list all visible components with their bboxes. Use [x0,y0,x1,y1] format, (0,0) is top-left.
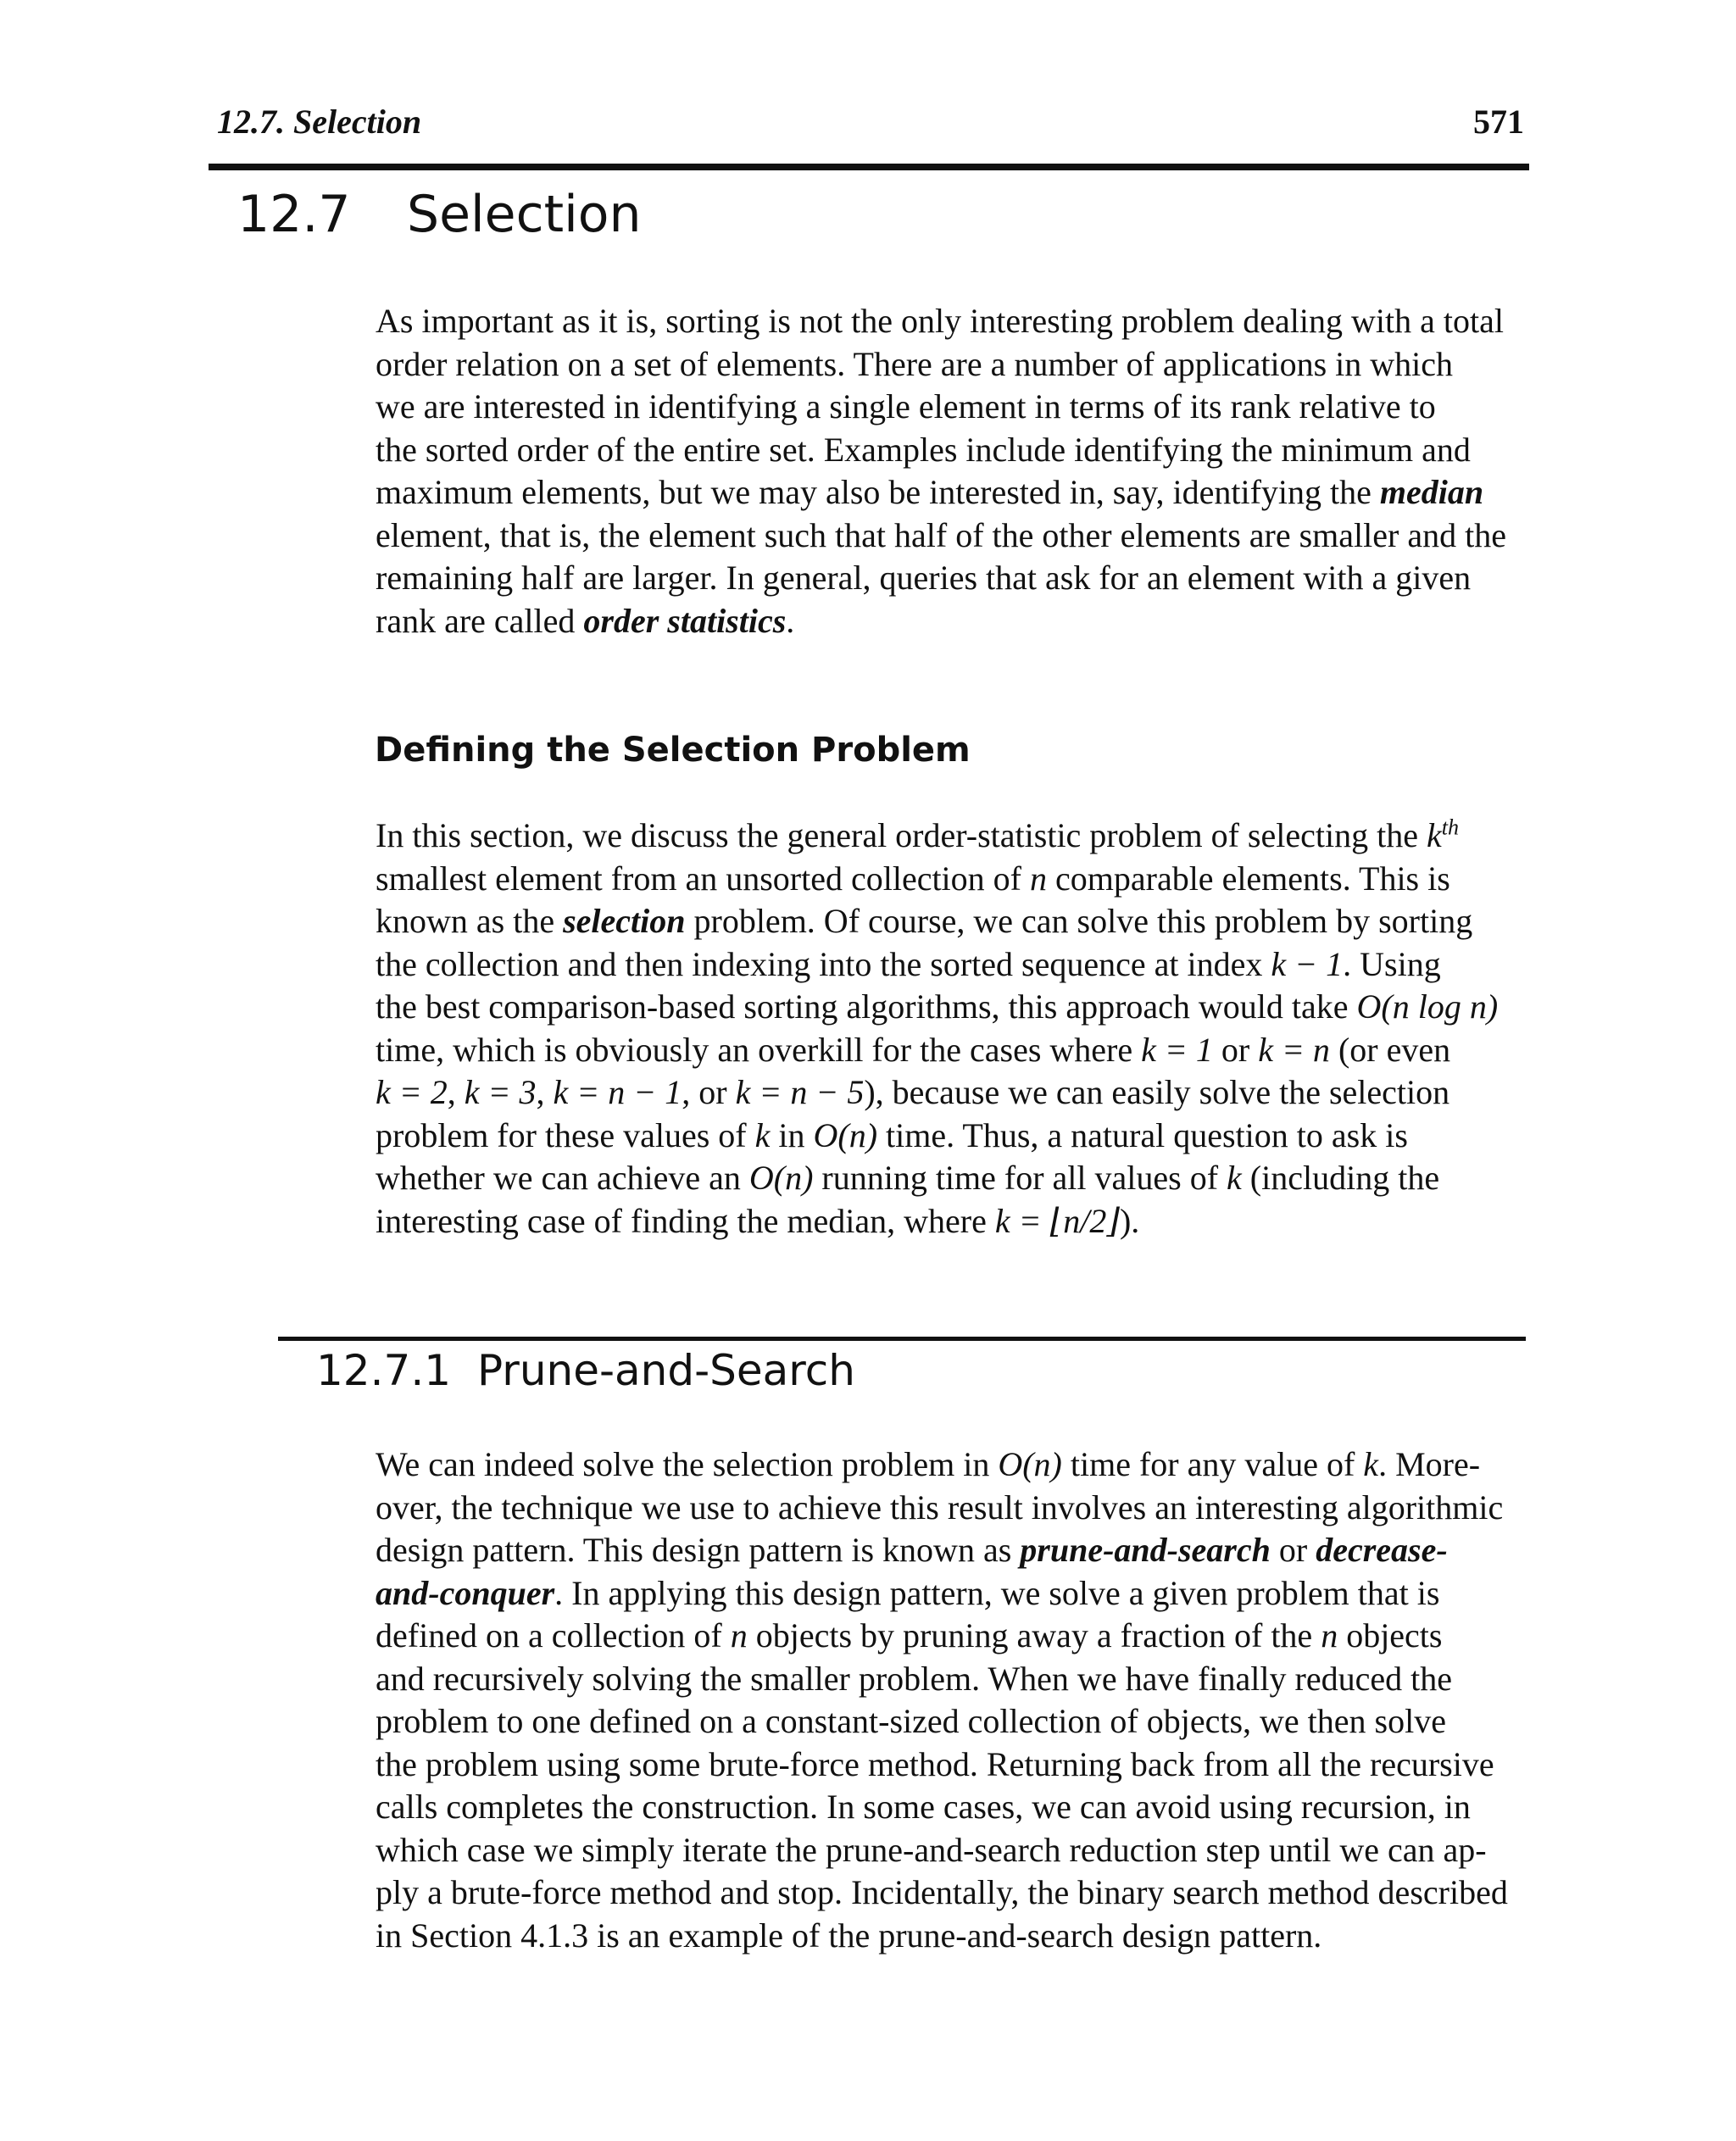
subsection-title: Prune-and-Search [477,1346,855,1395]
paragraph-line: element, that is, the element such that half of the other elements are smaller and the [376,515,1506,554]
paragraph-line: interesting case of finding the median, where k = ⌊n/2⌋). [376,1201,1140,1240]
paragraph-line: and recursively solving the smaller problem. When we have finally reduced the [376,1659,1452,1698]
subsection-heading [316,1346,855,1395]
paragraph-line: maximum elements, but we may also be interested in, say, identifying the median [376,473,1484,511]
defining-paragraph [376,815,1524,1243]
paragraph-line: problem to one defined on a constant-sized collection of objects, we then solve [376,1702,1446,1740]
paragraph-line: the sorted order of the entire set. Examples include identifying the minimum and [376,430,1471,469]
running-head-title: 12.7. Selection [217,103,422,141]
subsection-number: 12.7.1 [316,1346,452,1395]
paragraph-line: k = 2, k = 3, k = n − 1, or k = n − 5), because we can easily solve the selection [376,1073,1450,1111]
term-selection: selection [563,902,686,940]
intro-paragraph [376,300,1524,642]
paragraph-line: design pattern. This design pattern is known as prune-and-search or decrease- [376,1531,1448,1569]
term-and-conquer: and-conquer [376,1573,555,1612]
paragraph-line: over, the technique we use to achieve this result involves an interesting algorithmic [376,1488,1504,1527]
paragraph-line: rank are called order statistics. [376,601,795,640]
subheading-defining-selection: Defining the Selection Problem [375,731,971,770]
page-number: 571 [1473,103,1524,141]
paragraph-line: we are interested in identifying a single element in terms of its rank relative to [376,387,1436,425]
running-head [217,95,1524,146]
paragraph-line: In this section, we discuss the general order-statistic problem of selecting the $k^{th}$ [376,815,1459,854]
paragraph-line: and-conquer. In applying this design pattern, we solve a given problem that is [376,1573,1440,1612]
paragraph-line: known as the selection problem. Of course, we can solve this problem by sorting [376,902,1473,940]
paragraph-line: defined on a collection of n objects by pruning away a fraction of the n objects [376,1616,1443,1654]
paragraph-line: the problem using some brute-force method. Returning back from all the recursive [376,1744,1494,1783]
paragraph-line: As important as it is, sorting is not the only interesting problem dealing with a total [376,302,1504,340]
paragraph-line: problem for these values of k in O(n) time. Thus, a natural question to ask is [376,1115,1408,1154]
paragraph-line: whether we can achieve an O(n) running time for all values of k (including the [376,1159,1440,1197]
term-order-statistics: order statistics [583,601,787,640]
term-median: median [1379,473,1484,511]
prune-and-search-paragraph [376,1443,1524,1957]
paragraph-line: the collection and then indexing into the sorted sequence at index k − 1. Using [376,944,1441,983]
paragraph-line: in Section 4.1.3 is an example of the prune-and-search design pattern. [376,1916,1322,1955]
paragraph-line: calls completes the construction. In some cases, we can avoid using recursion, in [376,1788,1471,1826]
paragraph-line: remaining half are larger. In general, queries that ask for an element with a given [376,559,1472,597]
paragraph-line: We can indeed solve the selection problem in O(n) time for any value of k. More- [376,1445,1481,1483]
section-title: Selection [407,185,642,244]
subsection-rule [278,1337,1526,1341]
paragraph-line: time, which is obviously an overkill for the cases where k = 1 or k = n (or even [376,1030,1451,1069]
section-number: 12.7 [237,185,351,244]
paragraph-line: order relation on a set of elements. There are a number of applications in which [376,344,1454,383]
paragraph-line: ply a brute-force method and stop. Incidentally, the binary search method described [376,1873,1508,1911]
term-decrease: decrease- [1316,1531,1448,1569]
paragraph-line: the best comparison-based sorting algorithms, this approach would take O(n log n) [376,987,1499,1026]
paragraph-line: smallest element from an unsorted collection of n comparable elements. This is [376,859,1450,898]
paragraph-line: which case we simply iterate the prune-and-search reduction step until we can ap- [376,1830,1487,1869]
section-heading [237,185,642,244]
term-prune-and-search: prune-and-search [1020,1531,1271,1569]
header-rule [209,164,1529,170]
